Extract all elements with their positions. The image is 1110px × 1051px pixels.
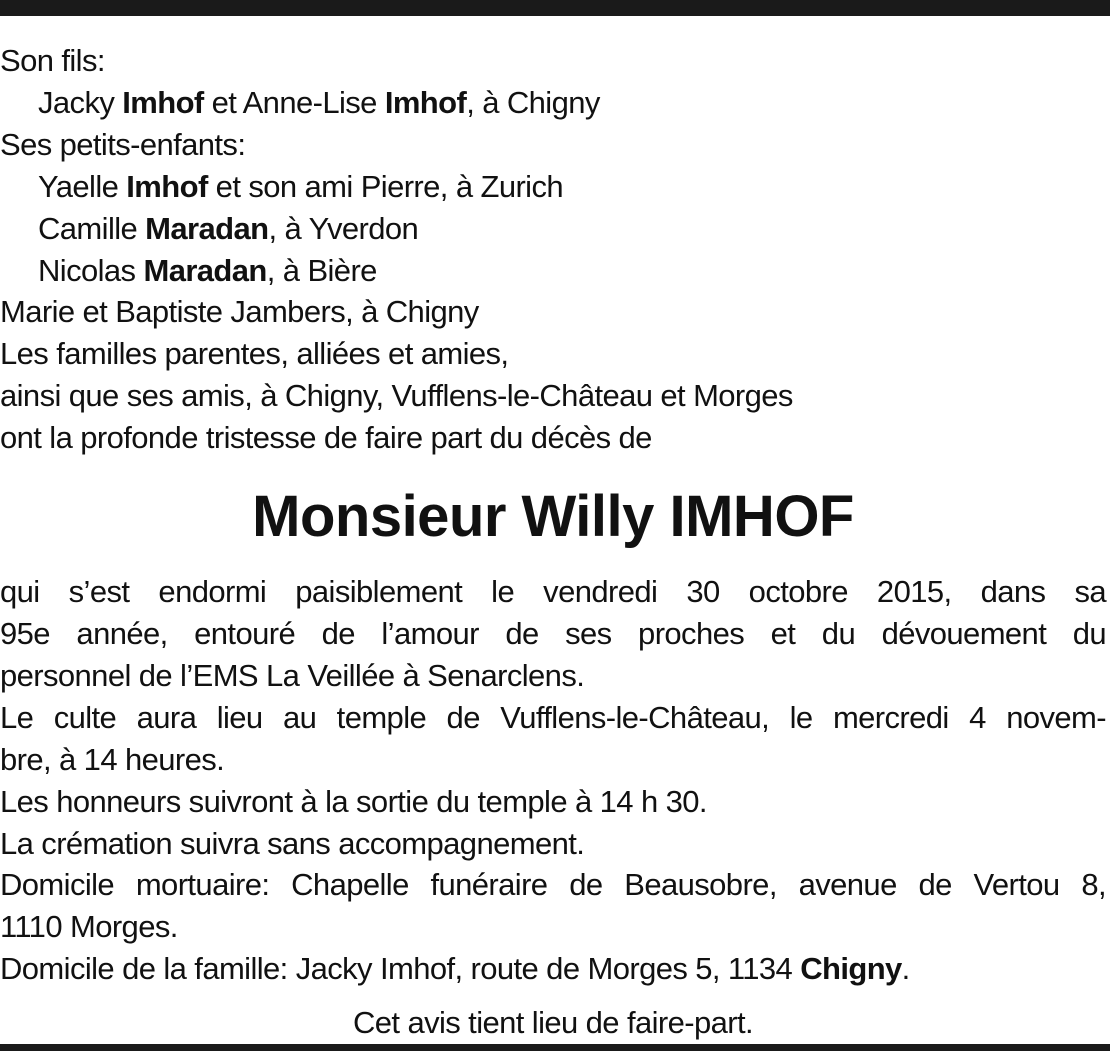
mortuary-line: Domicile mortuaire: Chapelle funéraire de Beausobre, avenue de Vertou 8, [0, 867, 1106, 903]
cremation-line: La crémation suivra sans accompagnement. [0, 825, 585, 861]
grandchild-entry [0, 166, 1106, 208]
death-line-last: personnel de l’EMS La Veillée à Senarclens. [0, 657, 585, 693]
grandchild-rest: , à Yverdon [268, 210, 419, 246]
grandchild-entry [0, 208, 1106, 250]
service-line: Le culte aura lieu au temple de Vufflens-le-Château, le mercredi 4 novem- [0, 699, 1106, 735]
closing-note: Cet avis tient lieu de faire-part. [352, 1005, 754, 1041]
family-line: Marie et Baptiste Jambers, à Chigny [0, 294, 479, 330]
family-home-town: Chigny [800, 951, 902, 987]
son-connector: et Anne-Lise [203, 84, 385, 120]
announcement-line: ont la profonde tristesse de faire part du décès de [0, 420, 652, 456]
death-line: qui s’est endormi paisiblement le vendredi 30 octobre 2015, dans sa [0, 574, 1106, 610]
obituary-notice [0, 40, 1106, 1044]
family-line: ainsi que ses amis, à Chigny, Vufflens-le-Château et Morges [0, 378, 793, 414]
grandchild-first: Nicolas [38, 252, 144, 288]
grandchild-first: Yaelle [38, 168, 127, 204]
honours-line: Les honneurs suivront à la sortie du temple à 14 h 30. [0, 783, 707, 819]
family-home-line [0, 948, 1106, 990]
grandchild-surname: Maradan [143, 252, 267, 288]
son-place: , à Chigny [466, 84, 600, 120]
grandchild-surname: Maradan [145, 210, 269, 246]
son-entry [0, 82, 1106, 124]
grandchild-rest: , à Bière [266, 252, 377, 288]
grandchildren-label: Ses petits-enfants: [0, 126, 246, 162]
mortuary-line-end: 1110 Morges. [0, 909, 178, 945]
grandchild-entry [0, 250, 1106, 292]
death-line: 95e année, entouré de l’amour de ses proches et du dévouement du [0, 615, 1106, 651]
family-home-period: . [901, 951, 910, 987]
daughter-in-law-surname: Imhof [384, 84, 467, 120]
son-first: Jacky [38, 84, 123, 120]
son-surname: Imhof [122, 84, 204, 120]
bottom-rule [0, 1044, 1110, 1051]
top-rule [0, 0, 1110, 16]
family-line: Les familles parentes, alliées et amies, [0, 336, 509, 372]
grandchild-surname: Imhof [126, 168, 208, 204]
family-home-address: Domicile de la famille: Jacky Imhof, route de Morges 5, 1134 [0, 951, 801, 987]
grandchild-rest: et son ami Pierre, à Zurich [207, 168, 564, 204]
son-label: Son fils: [0, 43, 105, 78]
deceased-name: Monsieur Willy IMHOF [252, 484, 854, 550]
service-line-end: bre, à 14 heures. [0, 741, 225, 777]
grandchild-first: Camille [38, 210, 146, 246]
